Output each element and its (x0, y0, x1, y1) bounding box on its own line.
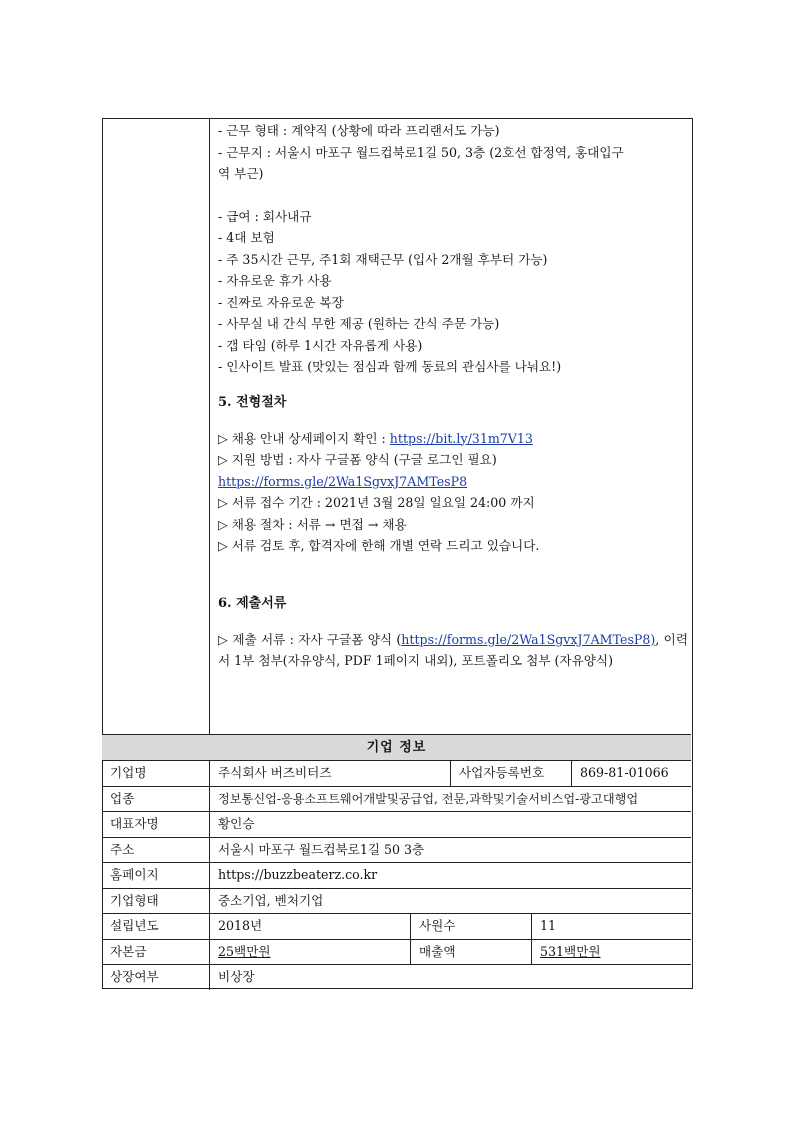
address-label: 주소 (110, 841, 135, 857)
process-detail-line (218, 428, 688, 450)
documents-form-link[interactable]: https://forms.gle/2Wa1SgvxJ7AMTesP8) (401, 631, 656, 647)
employees-value: 11 (540, 918, 557, 933)
documents-rest: , 이력서 1부 첨부(자유양식, PDF 1페이지 내외), 포트폴리오 첨부 (자유양식) (218, 631, 688, 668)
left-column-divider (209, 118, 210, 734)
work-type-line: - 근무 형태 : 계약직 (상황에 따라 프리랜서도 가능) (218, 123, 500, 138)
benefit-vacation: - 자유로운 휴가 사용 (218, 273, 332, 288)
benefit-salary: - 급여 : 회사내규 (218, 208, 312, 224)
notice-line: ▷ 서류 검토 후, 합격자에 한해 개별 연락 드리고 있습니다. (218, 538, 540, 553)
period-line: ▷ 서류 접수 기간 : 2021년 3월 28일 일요일 24:00 까지 (218, 495, 535, 510)
process-detail-prefix: ▷ 채용 안내 상세페이지 확인 : (218, 430, 390, 446)
row-listed (102, 965, 691, 990)
benefit-hours: - 주 35시간 근무, 주1회 재택근무 (입사 2개월 후부터 가능) (218, 251, 548, 267)
row-homepage (102, 863, 691, 889)
founded-label: 설립년도 (110, 918, 159, 933)
row-ceo (102, 812, 691, 838)
benefit-dress: - 진짜로 자유로운 복장 (218, 294, 344, 310)
row-company-type (102, 889, 691, 915)
row-industry (102, 787, 691, 813)
address-value: 서울시 마포구 월드컵북로1길 50 3층 (218, 841, 425, 857)
posting-content (218, 120, 688, 672)
documents-heading: 6. 제출서류 (218, 595, 287, 611)
steps-line: ▷ 채용 절차 : 서류 → 면접 → 채용 (218, 516, 407, 532)
apply-form-link[interactable]: https://forms.gle/2Wa1SgvxJ7AMTesP8 (218, 473, 468, 489)
listed-value: 비상장 (218, 969, 255, 984)
company-name-label: 기업명 (110, 765, 147, 780)
company-name-value: 주식회사 버즈비터즈 (218, 765, 332, 780)
capital-value: 25백만원 (218, 943, 271, 959)
ceo-label: 대표자명 (110, 816, 159, 831)
apply-method-line: ▷ 지원 방법 : 자사 구글폼 양식 (구글 로그인 필요) (218, 452, 497, 467)
company-info-title: 기업 정보 (102, 734, 691, 761)
company-type-label: 기업형태 (110, 892, 159, 908)
employees-label: 사원수 (419, 918, 456, 933)
benefit-gap-time: - 갭 타임 (하루 1시간 자유롭게 사용) (218, 337, 423, 353)
listed-label: 상장여부 (110, 969, 159, 984)
detail-page-link[interactable]: https://bit.ly/31m7V13 (389, 430, 533, 446)
row-company-name (102, 761, 691, 787)
revenue-label: 매출액 (419, 943, 456, 959)
industry-value: 정보통신업-응용소프트웨어개발및공급업, 전문,과학및기술서비스업-광고대행업 (218, 791, 639, 806)
job-posting-frame (102, 118, 693, 987)
row-capital (102, 940, 691, 966)
benefit-insurance: - 4대 보험 (218, 230, 275, 245)
benefit-snacks: - 사무실 내 간식 무한 제공 (원하는 간식 주문 가능) (218, 316, 500, 331)
work-place-line: - 근무지 : 서울시 마포구 월드컵북로1길 50, 3층 (2호선 합정역, 홍대입구 (218, 144, 624, 160)
work-place-line-cont: 역 부근) (218, 166, 264, 181)
founded-value: 2018년 (218, 918, 263, 933)
revenue-value: 531백만원 (540, 943, 601, 959)
process-heading: 5. 전형절차 (218, 394, 287, 410)
industry-label: 업종 (110, 790, 135, 806)
documents-prefix: ▷ 제출 서류 : 자사 구글폼 양식 ( (218, 631, 402, 647)
documents-text (218, 629, 688, 672)
company-info-table (102, 734, 691, 990)
row-address (102, 838, 691, 864)
benefit-insight: - 인사이트 발표 (맛있는 점심과 함께 동료의 관심사를 나눠요!) (218, 359, 562, 374)
capital-label: 자본금 (110, 943, 147, 959)
homepage-value[interactable]: https://buzzbeaterz.co.kr (218, 867, 378, 882)
regno-value: 869-81-01066 (580, 765, 669, 780)
regno-label: 사업자등록번호 (459, 765, 545, 780)
ceo-value: 황인승 (218, 816, 255, 831)
homepage-label: 홈페이지 (110, 867, 159, 882)
row-founded (102, 914, 691, 940)
company-type-value: 중소기업, 벤처기업 (218, 892, 324, 908)
